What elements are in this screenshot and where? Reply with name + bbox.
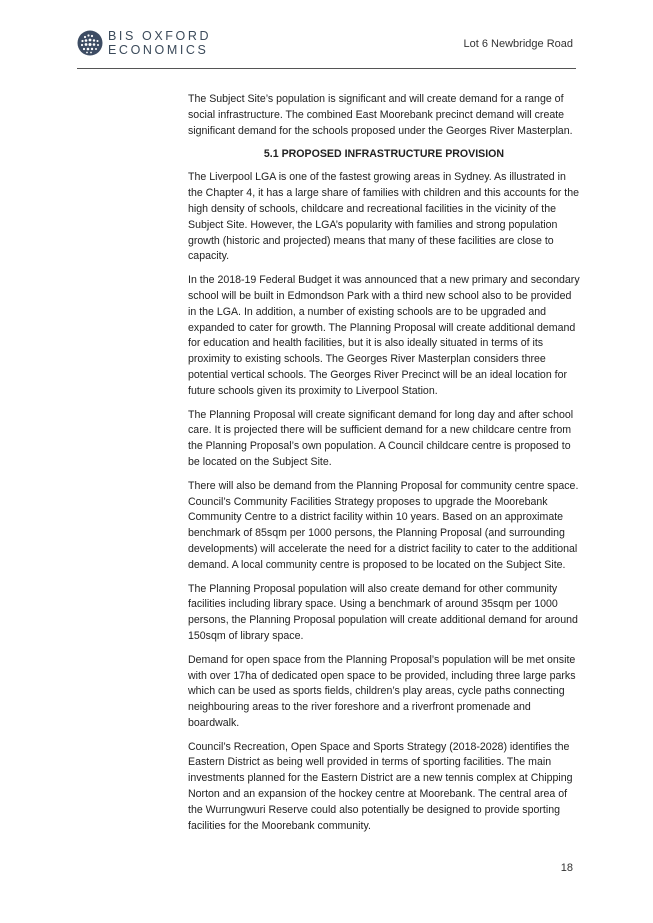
brand-name [108,29,211,57]
intro-paragraph: The Subject Site’s population is significant and will create demand for a range of social infrastructure. The combined East Moorebank precinct demand will create significant demand for the schools proposed under the Georges River Masterplan. [188,93,573,137]
globe-logo-icon [77,30,103,56]
brand-line-2: ECONOMICS [108,43,209,57]
page-number: 18 [560,862,573,874]
body-paragraph-4: There will also be demand from the Planning Proposal for community centre space. Council’s Community Facilities Strategy proposes to upgrade the Moorebank Community Centre to a district facility within 10 years. Based on an approximate benchmark of 85sqm per 1000 persons, the Planning Proposal (and surrounding developments) will accelerate the need for a district facility to cater to the additional demand. A local community centre is proposed to be located on the Subject Site. [188,479,579,571]
body-paragraph-6: Demand for open space from the Planning Proposal’s population will be met onsite with over 17ha of dedicated open space to be provided, including three large parks which can be used as sports fields, children’s play areas, cycle paths connecting neighbouring areas to the river foreshore and a riverfront promenade and boardwalk. [188,653,576,729]
page-header [0,0,653,80]
body-paragraph-3: The Planning Proposal will create significant demand for long day and after school care. It is projected there will be sufficient demand for a new childcare centre from the Planning Proposal’s own population. A Council childcare centre is proposed to be located on the Subject Site. [188,408,574,468]
header-divider [77,68,576,69]
body-paragraph-2: In the 2018-19 Federal Budget it was announced that a new primary and secondary school will be built in Edmondson Park with a third new school also to be provided in the LGA. In addition, a number of existing schools are to be upgraded and expanded to cater for growth. The Planning Proposal will create additional demand for education and health facilities, but it is also ideally situated in terms of its proximity to existing schools. The Georges River Masterplan considers three potential vertical schools. The Georges River Precinct will be an ideal location for future schools given its proximity to Liverpool Station. [188,274,580,397]
section-heading: 5.1 PROPOSED INFRASTRUCTURE PROVISION [263,148,505,161]
body-paragraph-5: The Planning Proposal population will also create demand for other community facilities including library space. Using a benchmark of around 35sqm per 1000 persons, the Planning Proposal population will create additional demand for around 150sqm of library space. [188,582,578,642]
body-paragraph-1: The Liverpool LGA is one of the fastest growing areas in Sydney. As illustrated in the Chapter 4, it has a large share of families with children and this accounts for the high density of schools, childcare and recreational facilities in the vicinity of the Subject Site. However, the LGA’s popularity with families and strong population growth (historic and projected) means that many of these facilities are close to capacity. [188,171,580,263]
brand-line-1: BIS OXFORD [108,29,212,43]
body-paragraph-7: Council’s Recreation, Open Space and Sports Strategy (2018-2028) identifies the Eastern District as being well provided in terms of sporting facilities. The main investments planned for the Eastern District are a new tennis complex at Chipping Norton and an expansion of the hockey centre at Moorebank. The central area of the Wurrungwuri Reserve could also potentially be designed to provide sporting facilities for the Moorebank community. [188,740,573,832]
page-body [188,92,580,842]
document-title: Lot 6 Newbridge Road [463,38,573,50]
